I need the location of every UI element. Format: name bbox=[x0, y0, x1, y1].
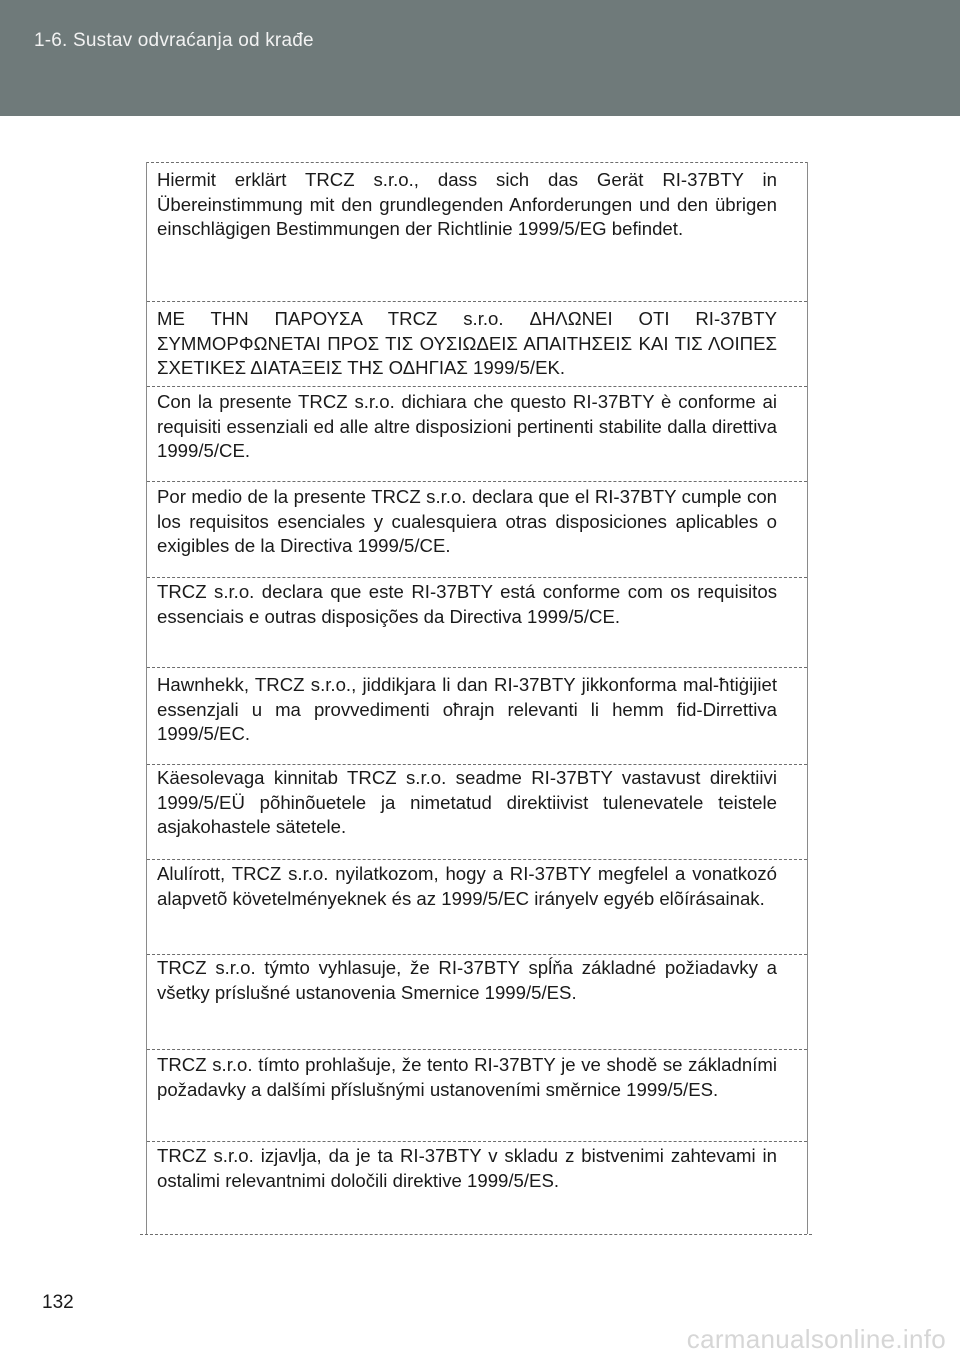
section-title: 1-6. Sustav odvraćanja od krađe bbox=[34, 30, 314, 51]
declaration-maltese bbox=[147, 667, 807, 747]
declaration-text: Hawnhekk, TRCZ s.r.o., jiddikjara li dan RI-37BTY jikkonforma mal-ħtiġijiet essenzjali u ma provvedimenti oħrajn relevanti li hemm fid-Dirrettiva 1999/5/EC. bbox=[157, 674, 777, 745]
watermark: carmanualsonline.info bbox=[686, 1324, 946, 1354]
declaration-hungarian bbox=[147, 859, 807, 911]
declaration-spanish bbox=[147, 481, 807, 559]
declaration-italian bbox=[147, 386, 807, 464]
declaration-slovak bbox=[147, 954, 807, 1005]
declaration-text: Con la presente TRCZ s.r.o. dichiara che questo RI-37BTY è conforme ai requisiti essenziali ed alle altre disposizioni pertinenti stabilite dalla direttiva 1999/5/CE. bbox=[157, 391, 777, 462]
declaration-text: Alulírott, TRCZ s.r.o. nyilatkozom, hogy a RI-37BTY megfelel a vonatkozó alapvetõ követelményeknek és az 1999/5/EC irányelv egyéb elõírásainak. bbox=[157, 863, 777, 909]
page-number: 132 bbox=[42, 1292, 74, 1313]
declaration-text: TRCZ s.r.o. declara que este RI-37BTY está conforme com os requisitos essenciais e outras disposições da Directiva 1999/5/CE. bbox=[157, 581, 777, 627]
declaration-slovenian bbox=[147, 1141, 807, 1193]
declaration-czech bbox=[147, 1049, 807, 1102]
declaration-text: Käesolevaga kinnitab TRCZ s.r.o. seadme RI-37BTY vastavust direktiivi 1999/5/EÜ põhinõuetele ja nimetatud direktiivist tulenevatele teistele asjakohastele sätetele. bbox=[157, 767, 777, 838]
declaration-text: TRCZ s.r.o. tímto prohlašuje, že tento RI-37BTY je ve shodě se základními požadavky a dalšími příslušnými ustanoveními směrnice 1999/5/ES. bbox=[157, 1054, 777, 1100]
declaration-text: ΜΕ ΤΗΝ ΠΑΡΟΥΣΑ TRCZ s.r.o. ΔΗΛΩΝΕΙ ΟΤΙ RI-37BTY ΣΥΜΜΟΡΦΩΝΕΤΑΙ ΠΡΟΣ ΤΙΣ ΟΥΣΙΩΔΕΙΣ ΑΠΑΙΤΗΣΕΙΣ ΚΑΙ ΤΙΣ ΛΟΙΠΕΣ ΣΧΕΤΙΚΕΣ ΔΙΑΤΑΞΕΙΣ ΤΗΣ ΟΔΗΓΙΑΣ 1999/5/ΕΚ. bbox=[157, 308, 777, 379]
declarations-box bbox=[146, 162, 808, 1234]
declaration-portuguese bbox=[147, 577, 807, 629]
box-bottom-border bbox=[140, 1234, 812, 1235]
page-header bbox=[0, 0, 960, 116]
declaration-greek bbox=[147, 301, 807, 381]
declaration-text: TRCZ s.r.o. izjavlja, da je ta RI-37BTY v skladu z bistvenimi zahtevami in ostalimi relevantnimi določili direktive 1999/5/ES. bbox=[157, 1145, 777, 1191]
declaration-estonian bbox=[147, 764, 807, 840]
declaration-text: Hiermit erklärt TRCZ s.r.o., dass sich das Gerät RI-37BTY in Übereinstimmung mit den grundlegenden Anforderungen und den übrigen einschlägigen Bestimmungen der Richtlinie 1999/5/EG befindet. bbox=[157, 169, 777, 240]
declaration-text: TRCZ s.r.o. týmto vyhlasuje, že RI-37BTY spĺňa základné požiadavky a všetky príslušné ustanovenia Smernice 1999/5/ES. bbox=[157, 957, 777, 1003]
declaration-german bbox=[147, 168, 807, 242]
declaration-text: Por medio de la presente TRCZ s.r.o. declara que el RI-37BTY cumple con los requisitos esenciales y cualesquiera otras disposiciones aplicables o exigibles de la Directiva 1999/5/CE. bbox=[157, 486, 777, 557]
